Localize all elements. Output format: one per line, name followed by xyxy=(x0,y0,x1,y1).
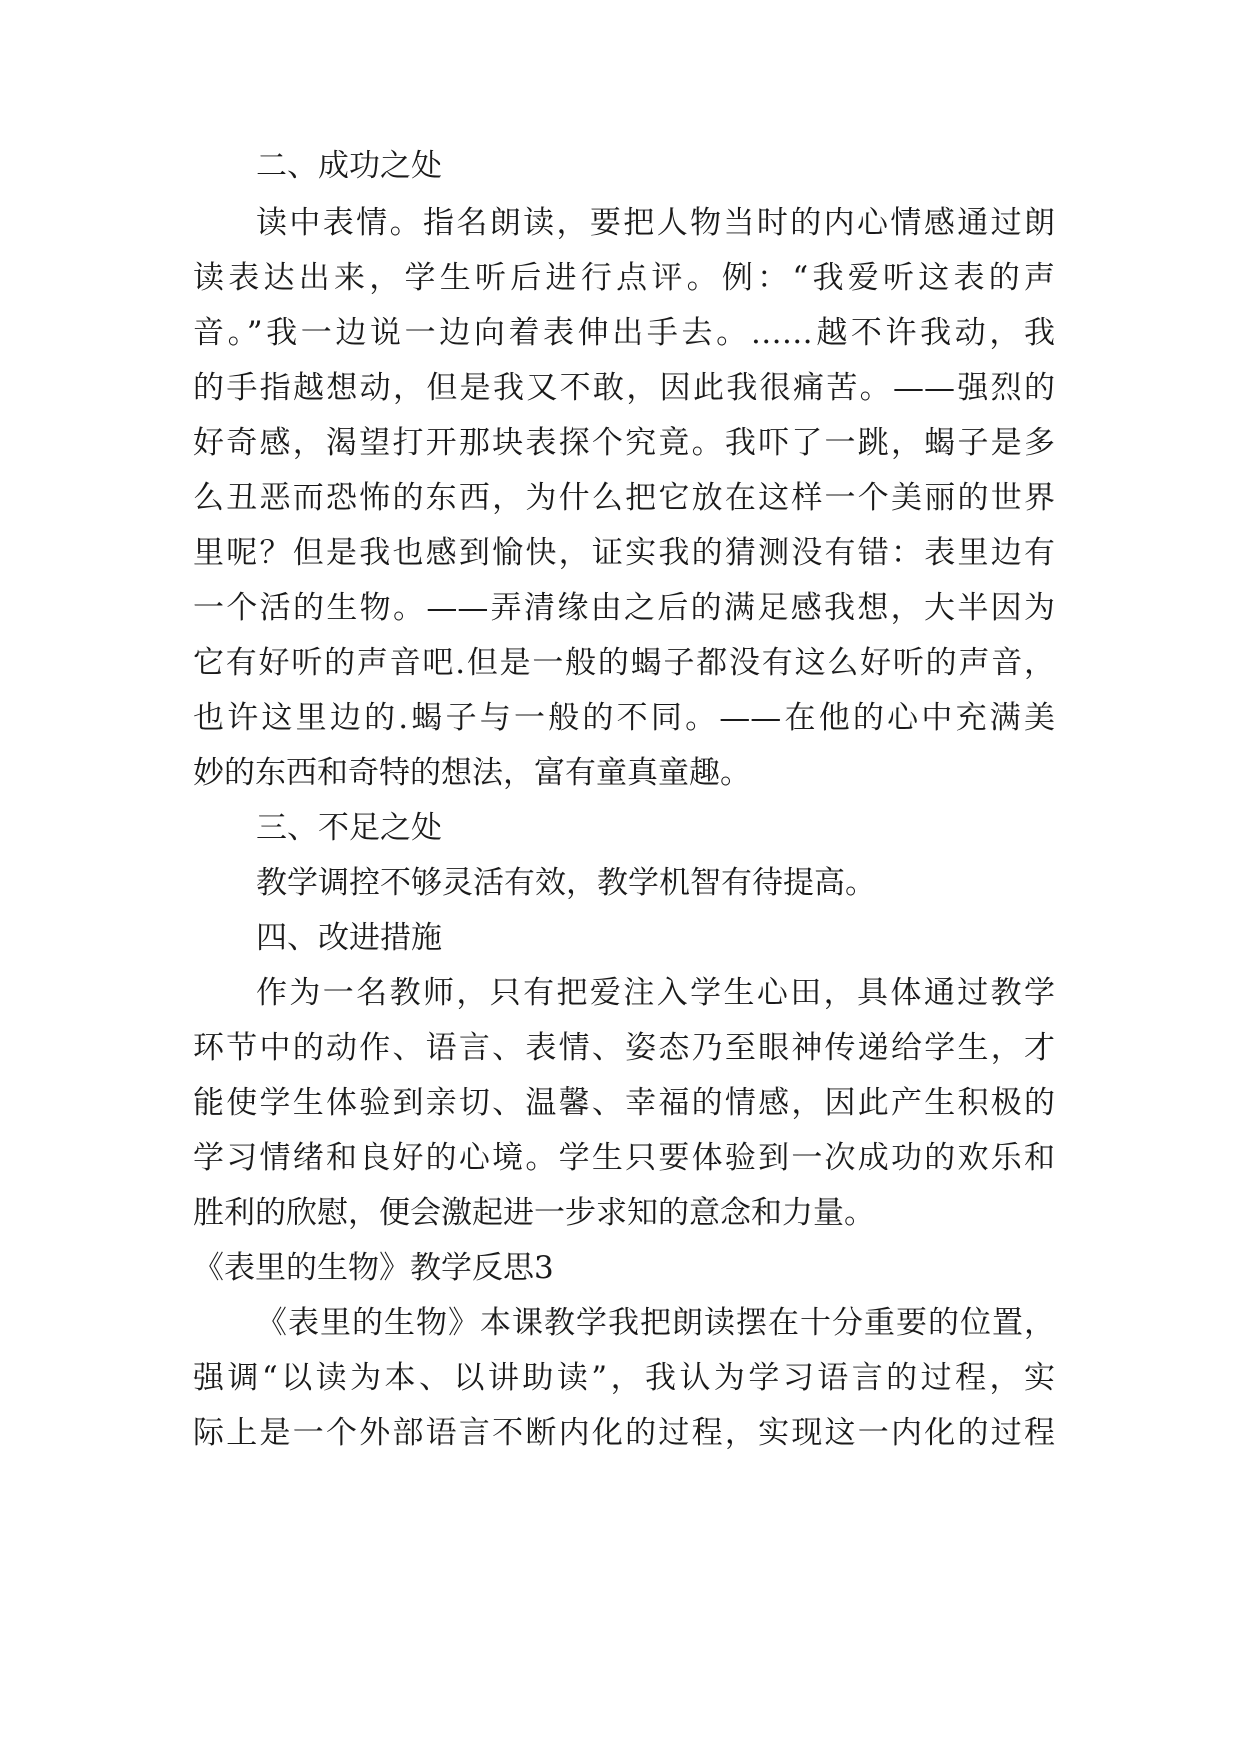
paragraph-line: 读表达出来，学生听后进行点评。例：“我爱听这表的声 xyxy=(193,260,1055,296)
paragraph-line: 它有好听的声音吧.但是一般的蝎子都没有这么好听的声音， xyxy=(193,645,1055,681)
paragraph-line: 里呢？但是我也感到愉快，证实我的猜测没有错：表里边有 xyxy=(193,535,1055,571)
paragraph-line: 读中表情。指名朗读，要把人物当时的内心情感通过朗 xyxy=(256,205,1055,241)
article-title: 《表里的生物》教学反思3 xyxy=(193,1250,554,1286)
paragraph-line: 环节中的动作、语言、表情、姿态乃至眼神传递给学生，才 xyxy=(193,1030,1055,1066)
paragraph-line: 《表里的生物》本课教学我把朗读摆在十分重要的位置， xyxy=(256,1305,1055,1341)
section-heading-shortcomings: 三、不足之处 xyxy=(256,810,442,846)
paragraph-line: 音。”我一边说一边向着表伸出手去。……越不许我动，我 xyxy=(193,315,1055,351)
paragraph-line: 际上是一个外部语言不断内化的过程，实现这一内化的过程 xyxy=(193,1415,1055,1451)
paragraph-line: 的手指越想动，但是我又不敢，因此我很痛苦。——强烈的 xyxy=(193,370,1055,406)
paragraph-line: 胜利的欣慰，便会激起进一步求知的意念和力量。 xyxy=(193,1195,875,1231)
paragraph-line: 学习情绪和良好的心境。学生只要体验到一次成功的欢乐和 xyxy=(193,1140,1055,1176)
paragraph-line: 好奇感，渴望打开那块表探个究竟。我吓了一跳，蝎子是多 xyxy=(193,425,1055,461)
paragraph-line: 一个活的生物。——弄清缘由之后的满足感我想，大半因为 xyxy=(193,590,1055,626)
paragraph-line: 也许这里边的.蝎子与一般的不同。——在他的心中充满美 xyxy=(193,700,1055,736)
section-heading-improvements: 四、改进措施 xyxy=(256,920,442,956)
paragraph-line: 能使学生体验到亲切、温馨、幸福的情感，因此产生积极的 xyxy=(193,1085,1055,1121)
paragraph-line: 强调“以读为本、以讲助读”，我认为学习语言的过程，实 xyxy=(193,1360,1055,1396)
paragraph-line: 作为一名教师，只有把爱注入学生心田，具体通过教学 xyxy=(256,975,1055,1011)
paragraph-line: 么丑恶而恐怖的东西，为什么把它放在这样一个美丽的世界 xyxy=(193,480,1055,516)
section-heading-success: 二、成功之处 xyxy=(256,148,442,184)
paragraph-line: 妙的东西和奇特的想法，富有童真童趣。 xyxy=(193,755,751,791)
paragraph-line: 教学调控不够灵活有效，教学机智有待提高。 xyxy=(256,865,876,901)
